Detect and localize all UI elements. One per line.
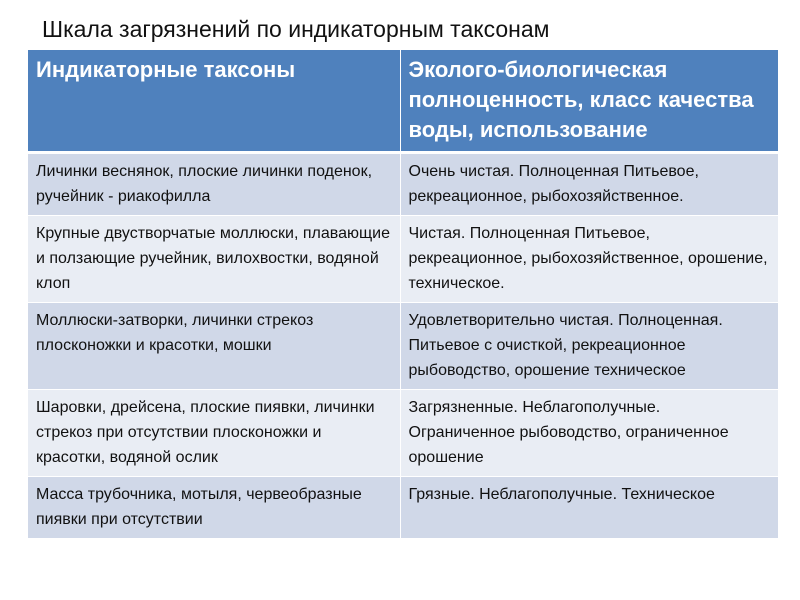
table-header-row: [28, 50, 778, 153]
quality-cell: Загрязненные. Неблагополучные. Ограниченное рыбоводство, ограниченное орошение: [400, 390, 778, 477]
table-row: [28, 303, 778, 390]
header-indicator-taxa: Индикаторные таксоны: [28, 50, 400, 153]
table-row: [28, 153, 778, 216]
quality-cell: Чистая. Полноценная Питьевое, рекреационное, рыбохозяйственное, орошение, техническое.: [400, 216, 778, 303]
table-row: [28, 216, 778, 303]
taxa-cell: Шаровки, дрейсена, плоские пиявки, личинки стрекоз при отсутствии плосконожки и красотки, водяной ослик: [28, 390, 400, 477]
table-row: [28, 477, 778, 539]
taxa-cell: Личинки веснянок, плоские личинки поденок, ручейник - риакофилла: [28, 153, 400, 216]
pollution-scale-table: [28, 50, 778, 539]
taxa-cell: Масса трубочника, мотыля, червеобразные пиявки при отсутствии: [28, 477, 400, 539]
table-row: [28, 390, 778, 477]
header-water-quality: Эколого-биологическая полноценность, класс качества воды, использование: [400, 50, 778, 153]
quality-cell: Удовлетворительно чистая. Полноценная. Питьевое с очисткой, рекреационное рыбоводство, орошение техническое: [400, 303, 778, 390]
quality-cell: Очень чистая. Полноценная Питьевое, рекреационное, рыбохозяйственное.: [400, 153, 778, 216]
taxa-cell: Крупные двустворчатые моллюски, плавающие и ползающие ручейник, вилохвостки, водяной клоп: [28, 216, 400, 303]
quality-cell: Грязные. Неблагополучные. Техническое: [400, 477, 778, 539]
taxa-cell: Моллюски-затворки, личинки стрекоз плосконожки и красотки, мошки: [28, 303, 400, 390]
slide-title: Шкала загрязнений по индикаторным таксонам: [42, 16, 550, 42]
